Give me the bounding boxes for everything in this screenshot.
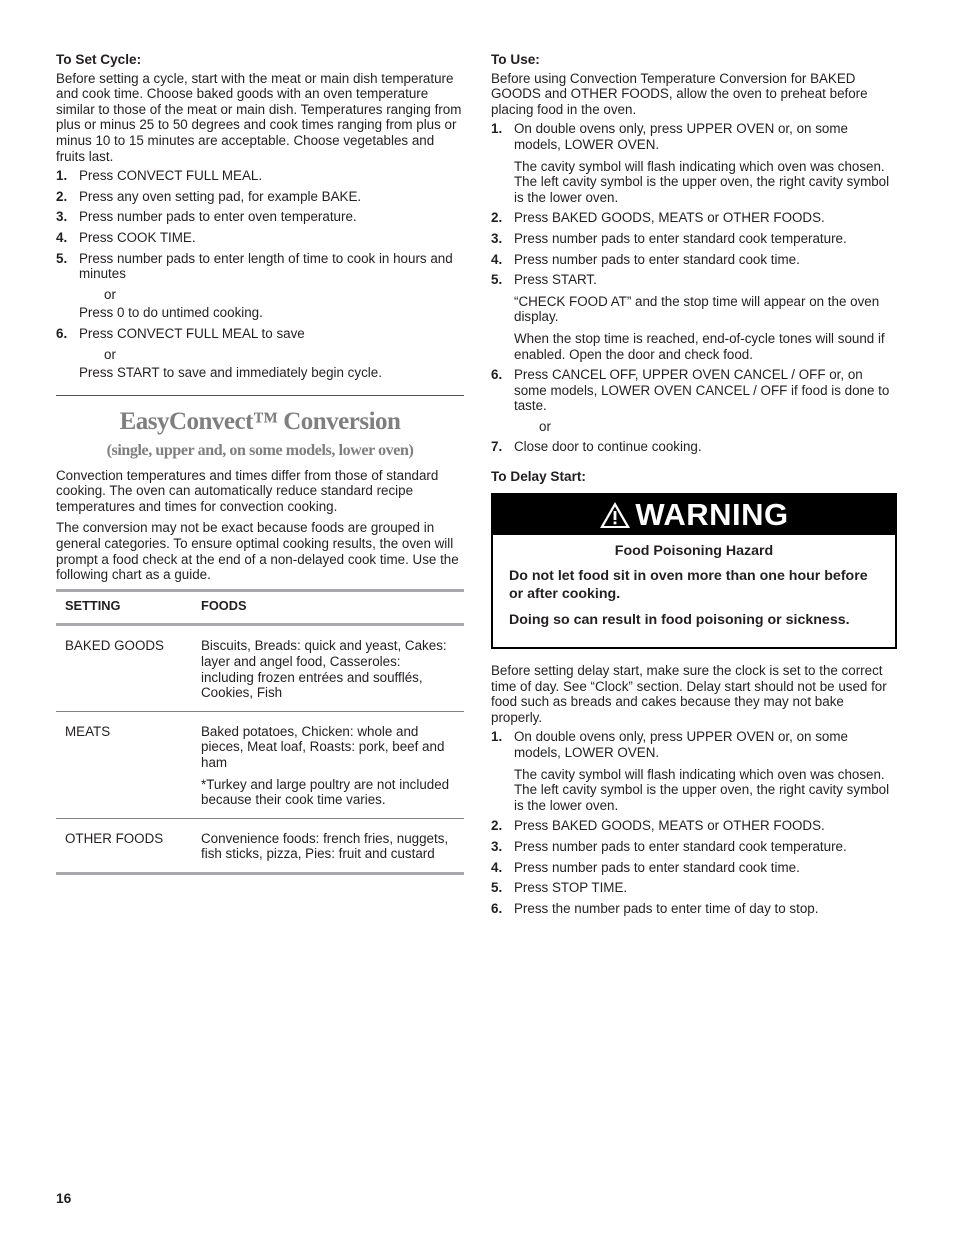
step-item [491, 839, 897, 855]
step-number: 1. [56, 168, 68, 184]
page-number: 16 [56, 1191, 72, 1206]
step-item [491, 901, 897, 917]
step-item [491, 272, 897, 362]
step-item [56, 209, 464, 225]
step-item [491, 367, 897, 434]
step-text: Press STOP TIME. [514, 880, 628, 896]
warning-body [493, 535, 895, 647]
step-number: 1. [491, 729, 503, 745]
to-use-intro: Before using Convection Temperature Conversion for BAKED GOODS and OTHER FOODS, allow the oven to preheat before placing food in the oven. [491, 70, 868, 117]
table-row [56, 818, 464, 873]
warning-box [491, 493, 897, 649]
step-text: Press number pads to enter length of time to cook in hours and minutes [79, 250, 453, 282]
section-divider [56, 395, 464, 396]
step-text: Close door to continue cooking. [514, 439, 702, 455]
step-note: The cavity symbol will flash indicating which oven was chosen. The left cavity symbol is the upper oven, the right cavity symbol is the lower oven. [514, 158, 890, 205]
step-text: Press COOK TIME. [79, 229, 196, 245]
table-row [56, 711, 464, 818]
warning-line-1: Do not let food sit in oven more than one hour before or after cooking. [509, 568, 868, 602]
step-number: 3. [56, 209, 68, 225]
left-column [56, 52, 464, 875]
section-title: EasyConvect™ Conversion [119, 407, 401, 435]
step-item [491, 860, 897, 876]
step-note: When the stop time is reached, end-of-cycle tones will sound if enabled. Open the door and check food. [514, 330, 885, 362]
warning-line-2: Doing so can result in food poisoning or sickness. [509, 612, 850, 629]
step-number: 6. [491, 367, 503, 383]
step-note: “CHECK FOOD AT” and the stop time will appear on the oven display. [514, 293, 880, 325]
chart-foods-note: *Turkey and large poultry are not included because their cook time varies. [201, 776, 450, 808]
step-or: or [104, 286, 116, 302]
set-cycle-steps [56, 168, 464, 381]
step-item [491, 210, 897, 226]
conversion-chart [56, 589, 464, 875]
step-text: Press BAKED GOODS, MEATS or OTHER FOODS. [514, 818, 825, 834]
step-number: 2. [56, 188, 68, 204]
step-item [56, 230, 464, 246]
step-item [491, 121, 897, 205]
step-text: Press number pads to enter oven temperature. [79, 209, 357, 225]
step-item [56, 189, 464, 205]
step-number: 2. [491, 818, 503, 834]
step-number: 4. [491, 859, 503, 875]
step-number: 5. [56, 250, 68, 266]
step-item [491, 439, 897, 455]
step-text: Press the number pads to enter time of day to stop. [514, 900, 819, 916]
step-text: Press CONVECT FULL MEAL. [79, 168, 263, 184]
chart-body [56, 625, 464, 874]
step-text: Press CONVECT FULL MEAL to save [79, 325, 305, 341]
step-text: Press START. [514, 272, 597, 288]
step-number: 7. [491, 439, 503, 455]
chart-header-row [56, 590, 464, 625]
step-text: On double ovens only, press UPPER OVEN or, on some models, LOWER OVEN. [514, 729, 848, 760]
set-cycle-heading: To Set Cycle: [56, 52, 142, 67]
step-number: 1. [491, 121, 503, 137]
chart-cell-setting: BAKED GOODS [56, 625, 192, 711]
step-number: 4. [56, 229, 68, 245]
step-note: The cavity symbol will flash indicating which oven was chosen. The left cavity symbol is the upper oven, the right cavity symbol is the lower oven. [514, 766, 890, 813]
warning-header [493, 495, 895, 535]
step-number: 6. [491, 900, 503, 916]
chart-header-setting: SETTING [56, 590, 192, 625]
set-cycle-intro: Before setting a cycle, start with the meat or main dish temperature and cook time. Choose baked goods with an oven temperature similar to those of the meat or main dish. Temperatures ranging from plus or minus 25 to 50 degrees and cook times ranging from plus or minus 10 to 15 minutes are acceptable. Choose vegetables and fruits last. [56, 70, 462, 164]
chart-cell-setting: MEATS [56, 711, 192, 818]
step-item [491, 252, 897, 268]
chart-cell-setting: OTHER FOODS [56, 818, 192, 873]
to-use-steps [491, 121, 897, 455]
chart-cell-foods [192, 625, 464, 711]
step-text: Press CANCEL OFF, UPPER OVEN CANCEL / OFF or, on some models, LOWER OVEN CANCEL / OFF if food is done to taste. [514, 367, 890, 414]
chart-cell-foods [192, 818, 464, 873]
section-subtitle: (single, upper and, on some models, lower oven) [106, 441, 414, 459]
step-text: Press number pads to enter standard cook time. [514, 251, 800, 267]
step-text: Press number pads to enter standard cook temperature. [514, 230, 847, 246]
conversion-para-1: Convection temperatures and times differ from those of standard cooking. The oven can automatically reduce standard recipe temperatures and times for convection cooking. [56, 467, 439, 514]
step-or: or [104, 346, 116, 362]
step-number: 2. [491, 210, 503, 226]
warning-triangle-icon [599, 501, 631, 529]
conversion-para-2: The conversion may not be exact because foods are grouped in general categories. To ensure optimal cooking results, the oven will prompt a food check at the end of a non-delayed cook time. Use the following chart as a guide. [56, 520, 459, 583]
step-item [56, 251, 464, 321]
chart-header-foods: FOODS [192, 590, 464, 625]
chart-foods-text: Baked potatoes, Chicken: whole and pieces, Meat loaf, Roasts: pork, beef and ham [201, 723, 445, 770]
step-item [491, 231, 897, 247]
right-column [491, 52, 897, 921]
warning-label: WARNING [635, 496, 789, 532]
chart-cell-foods [192, 711, 464, 818]
step-text: Press number pads to enter standard cook temperature. [514, 838, 847, 854]
table-row [56, 625, 464, 711]
step-number: 5. [491, 880, 503, 896]
step-item [491, 818, 897, 834]
delay-start-steps [491, 729, 897, 916]
step-item [491, 729, 897, 813]
step-alt: Press START to save and immediately begin cycle. [79, 365, 382, 381]
step-number: 6. [56, 325, 68, 341]
delay-start-heading: To Delay Start: [491, 469, 586, 485]
step-item [56, 326, 464, 381]
step-number: 4. [491, 251, 503, 267]
step-text: Press number pads to enter standard cook time. [514, 859, 800, 875]
step-alt: Press 0 to do untimed cooking. [79, 305, 263, 321]
step-number: 3. [491, 838, 503, 854]
to-use-heading: To Use: [491, 52, 540, 67]
delay-start-intro: Before setting delay start, make sure the clock is set to the correct time of day. See “Clock” section. Delay start should not be used for food such as breads and cakes because they may not bake properly. [491, 663, 887, 725]
step-text: Press any oven setting pad, for example BAKE. [79, 188, 362, 204]
chart-foods-text: Biscuits, Breads: quick and yeast, Cakes: layer and angel food, Casseroles: including frozen entrées and soufflés, Cookies, Fish [201, 638, 447, 701]
step-item [491, 880, 897, 896]
step-or: or [539, 418, 551, 434]
step-item [56, 168, 464, 184]
warning-hazard: Food Poisoning Hazard [614, 542, 774, 559]
chart-foods-text: Convenience foods: french fries, nuggets, fish sticks, pizza, Pies: fruit and custard [201, 830, 449, 862]
step-text: On double ovens only, press UPPER OVEN or, on some models, LOWER OVEN. [514, 121, 848, 152]
step-number: 3. [491, 230, 503, 246]
step-text: Press BAKED GOODS, MEATS or OTHER FOODS. [514, 210, 825, 226]
step-number: 5. [491, 272, 503, 288]
